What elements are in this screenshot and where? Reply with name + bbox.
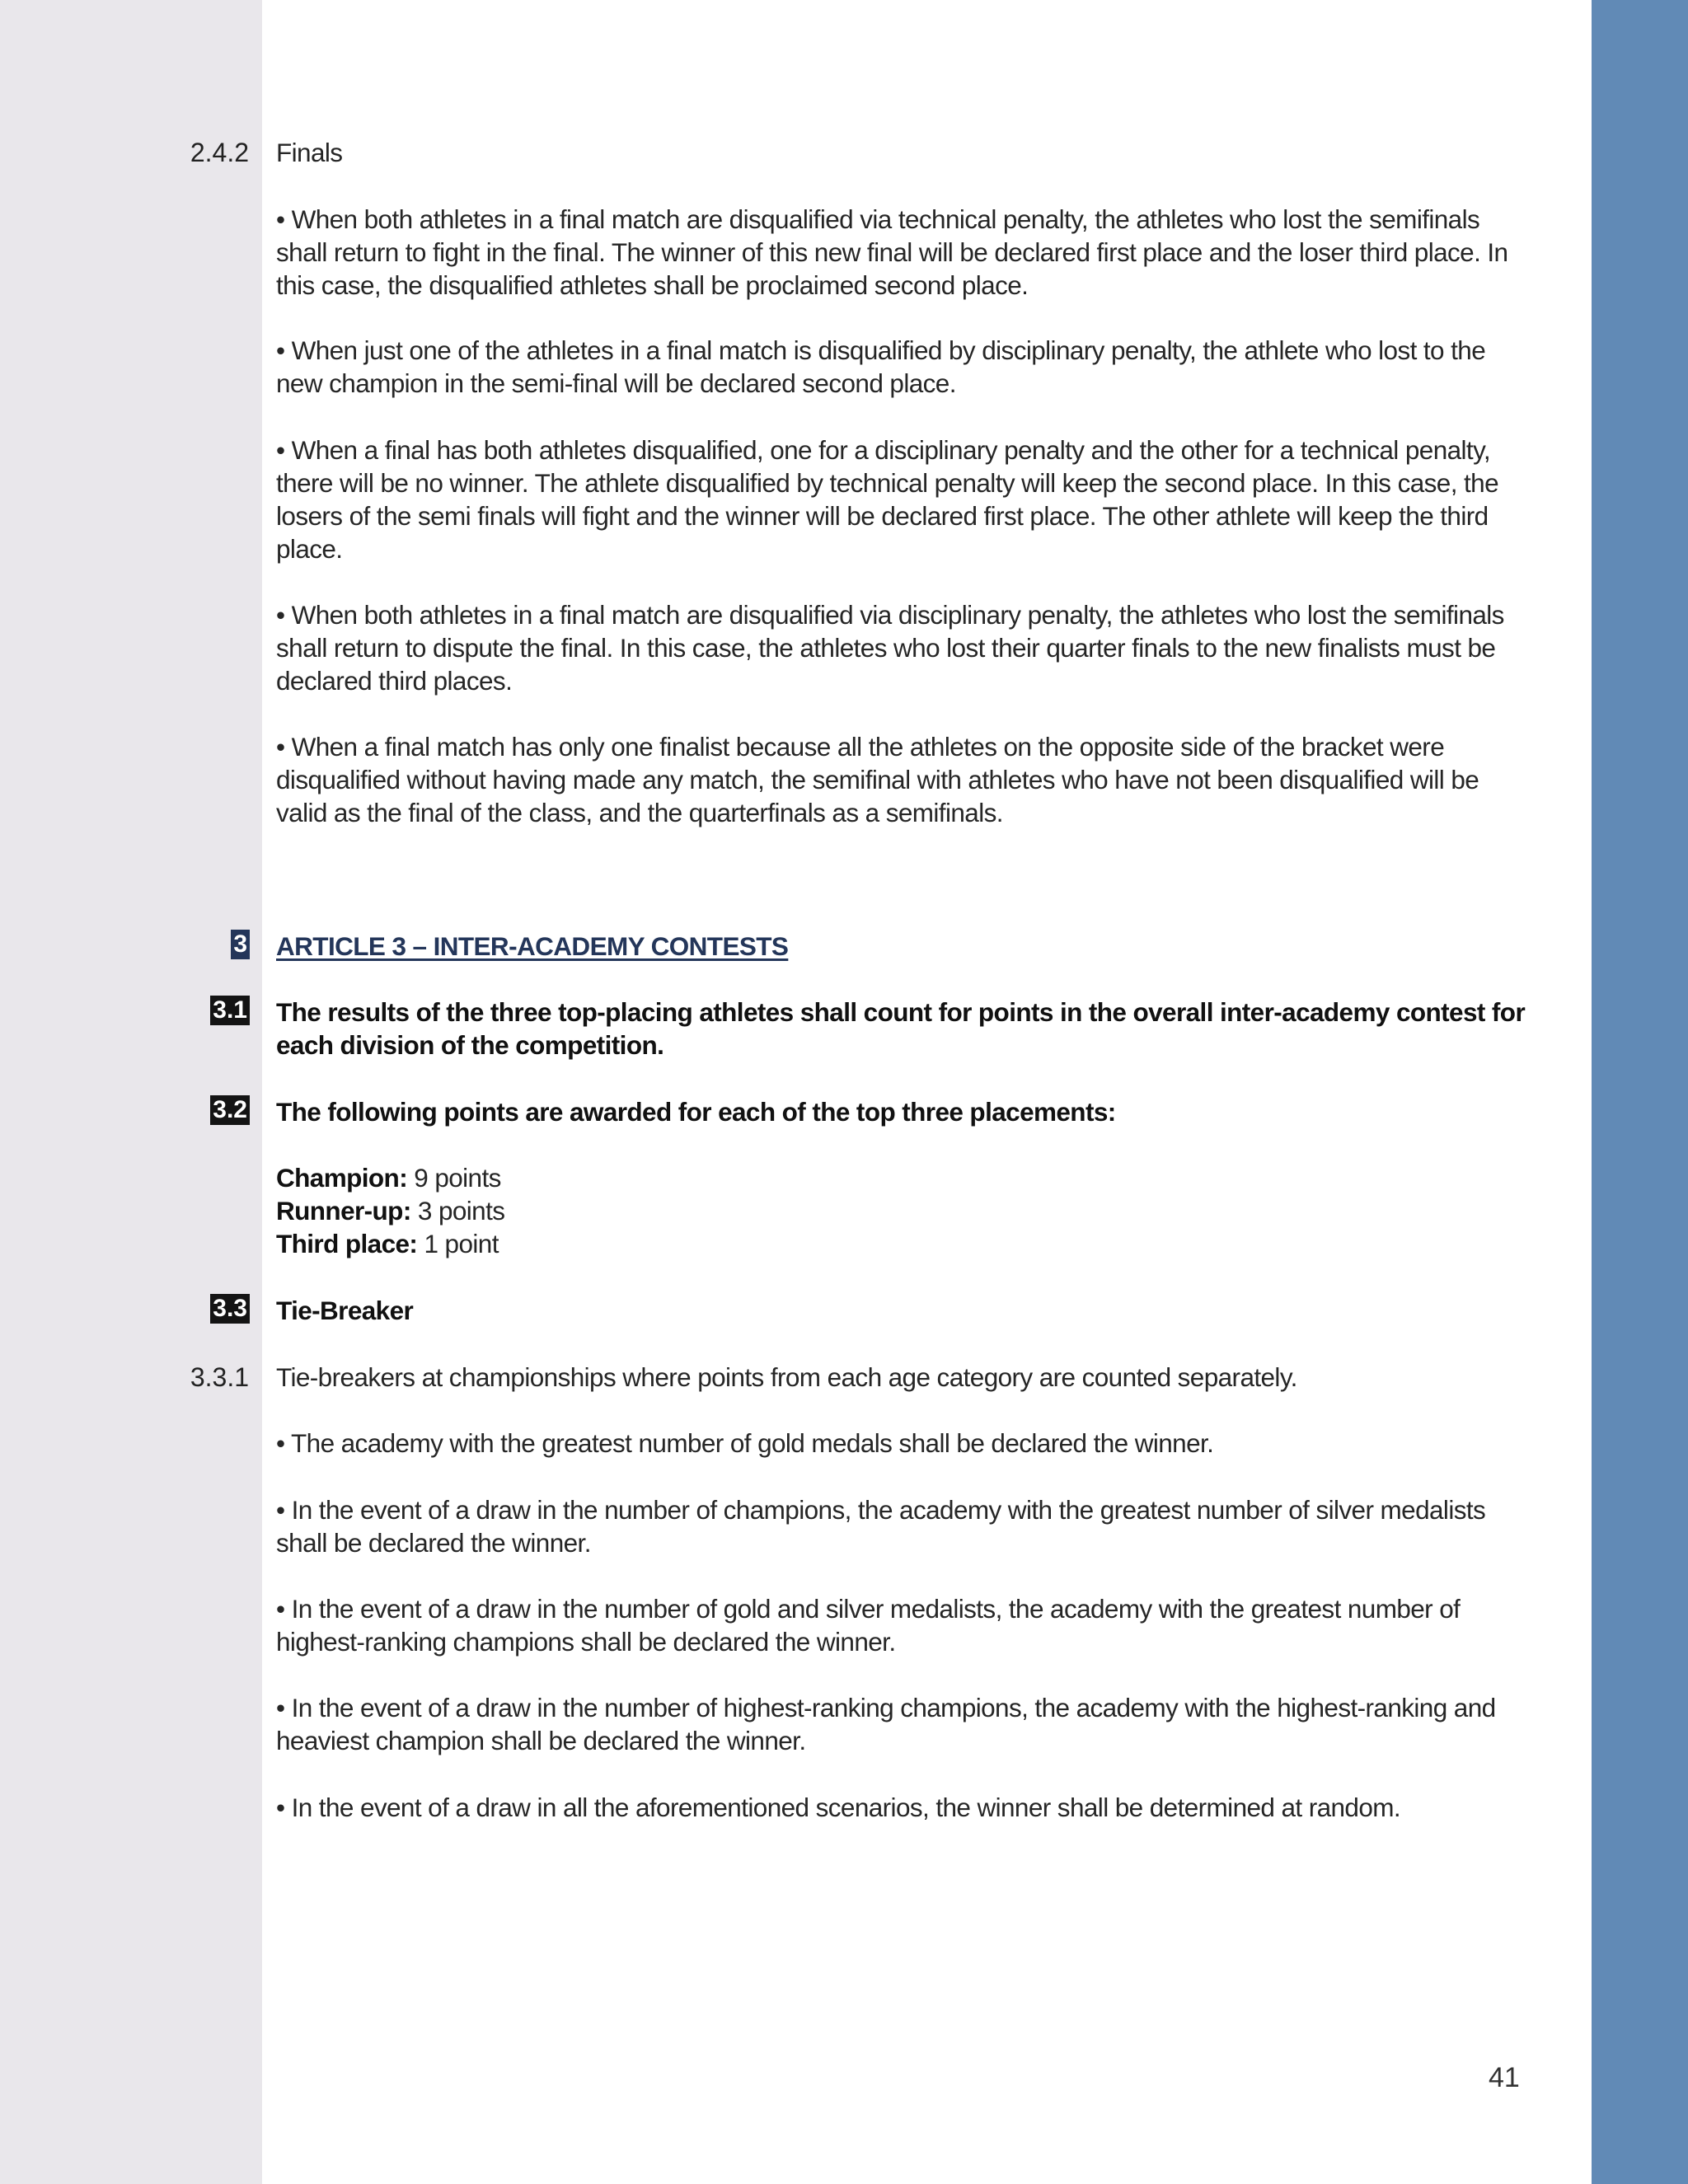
bullet-paragraph: • In the event of a draw in the number of gold and silver medalists, the academy with the greatest number of highest-ranking champions shall be declared the winner. bbox=[276, 1594, 1461, 1657]
section-number: 3.3.1 bbox=[190, 1362, 249, 1392]
bullet-paragraph: • When a final match has only one finalist because all the athletes on the opposite side of the bracket were disqualified without having made any match, the semifinal with athletes who have not been disqualified will be valid as the final of the class, and the quarterfinals as a semifinals. bbox=[276, 732, 1479, 827]
section-title: Tie-Breaker bbox=[276, 1296, 414, 1325]
section-number-badge: 3.3 bbox=[210, 1294, 250, 1324]
section-number-badge: 3.2 bbox=[210, 1095, 250, 1125]
article-title: ARTICLE 3 – INTER-ACADEMY CONTESTS bbox=[276, 931, 789, 961]
points-item-champion: Champion: 9 points bbox=[276, 1163, 501, 1193]
section-text: The following points are awarded for each of the top three placements: bbox=[276, 1097, 1116, 1127]
points-list bbox=[276, 1161, 1529, 1260]
article-number-badge: 3 bbox=[231, 930, 250, 959]
points-item-runner-up: Runner-up: 3 points bbox=[276, 1196, 505, 1226]
bullet-paragraph: • When just one of the athletes in a final match is disqualified by disciplinary penalty, the athlete who lost to the new champion in the semi-final will be declared second place. bbox=[276, 335, 1486, 398]
bullet-paragraph: • In the event of a draw in all the aforementioned scenarios, the winner shall be determined at random. bbox=[276, 1793, 1401, 1822]
bullet-paragraph: • When a final has both athletes disqualified, one for a disciplinary penalty and the other for a technical penalty, there will be no winner. The athlete disqualified by technical penalty will keep the second place. In this case, the losers of the semi finals will fight and the winner will be declared first place. The other athlete will keep the third place. bbox=[276, 435, 1499, 564]
section-text: Tie-breakers at championships where points from each age category are counted separately. bbox=[276, 1362, 1297, 1392]
bullet-paragraph: • When both athletes in a final match are disqualified via disciplinary penalty, the athletes who lost the semifinals shall return to dispute the final. In this case, the athletes who lost their quarter finals to the new finalists must be declared third places. bbox=[276, 600, 1504, 696]
page-number: 41 bbox=[1489, 2062, 1520, 2093]
bullet-paragraph: • In the event of a draw in the number of highest-ranking champions, the academy with the highest-ranking and heaviest champion shall be declared the winner. bbox=[276, 1693, 1496, 1755]
right-color-band bbox=[1592, 0, 1688, 2184]
section-number: 2.4.2 bbox=[190, 138, 249, 167]
section-title: Finals bbox=[276, 138, 343, 167]
left-margin bbox=[0, 0, 262, 2184]
section-text: The results of the three top-placing athletes shall count for points in the overall inter-academy contest for each division of the competition. bbox=[276, 997, 1526, 1060]
bullet-paragraph: • When both athletes in a final match are disqualified via technical penalty, the athletes who lost the semifinals shall return to fight in the final. The winner of this new final will be declared first place and the loser third place. In this case, the disqualified athletes shall be proclaimed second place. bbox=[276, 204, 1508, 300]
points-item-third-place: Third place: 1 point bbox=[276, 1229, 499, 1258]
bullet-paragraph: • In the event of a draw in the number of champions, the academy with the greatest number of silver medalists shall be declared the winner. bbox=[276, 1495, 1486, 1558]
section-number-badge: 3.1 bbox=[210, 996, 250, 1025]
bullet-paragraph: • The academy with the greatest number of gold medals shall be declared the winner. bbox=[276, 1428, 1214, 1458]
